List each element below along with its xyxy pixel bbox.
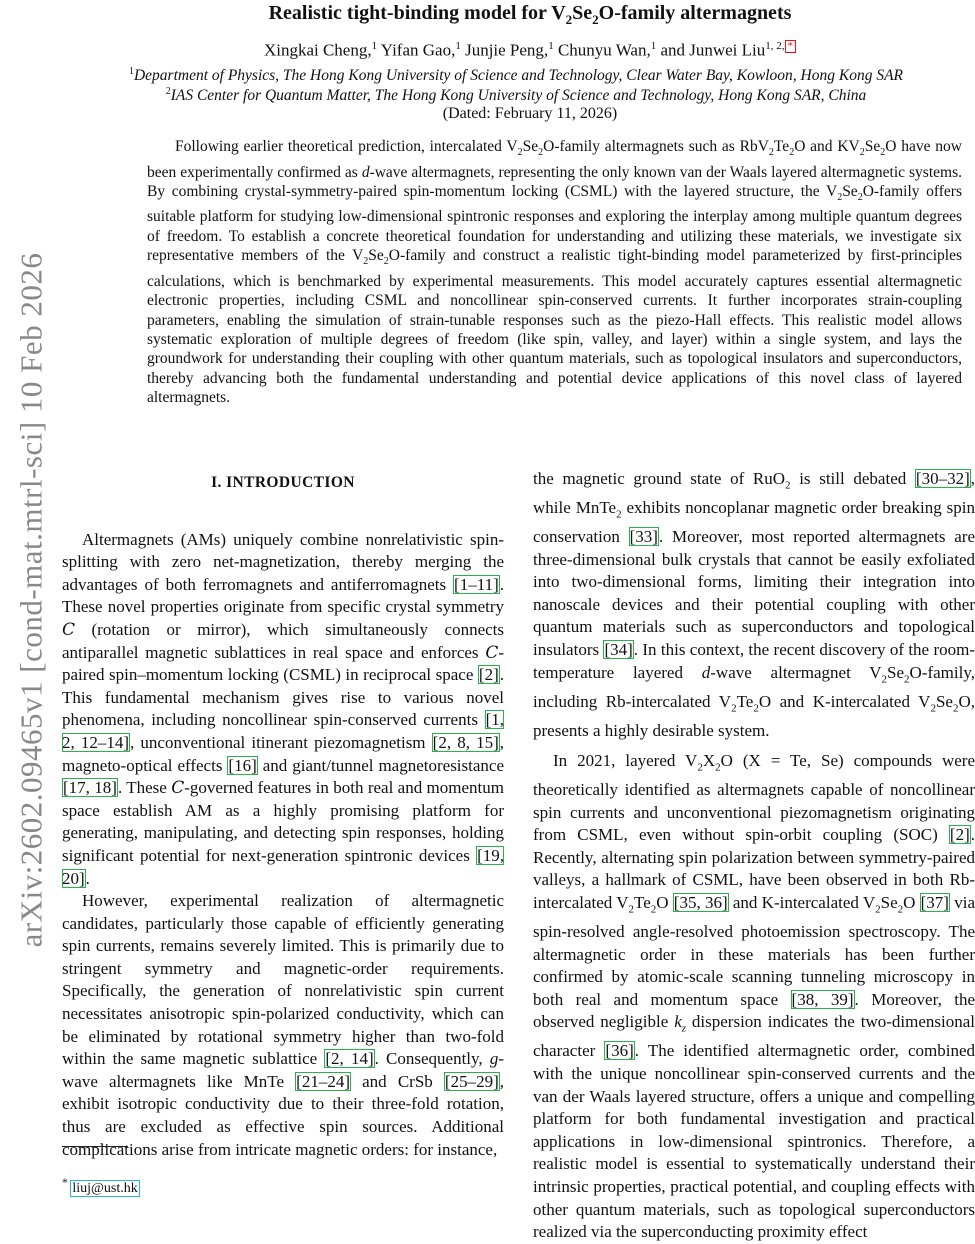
citation-link[interactable]: [34] xyxy=(604,639,633,659)
citation-link[interactable]: [16] xyxy=(228,755,257,775)
citation-link[interactable]: [30–32] xyxy=(915,469,970,488)
affiliation-2: $^2$IAS Center for Quantum Matter, The Hong Kong University of Science and Technology, Hong Kong SAR, China xyxy=(165,86,867,105)
citation-link[interactable]: [35, 36] xyxy=(673,893,728,913)
footnote: * liuj@ust.hk xyxy=(62,1176,138,1196)
citation-link[interactable]: [2, 14] xyxy=(325,1049,374,1069)
citation-link[interactable]: [25–29] xyxy=(444,1071,499,1091)
date-line: (Dated: February 11, 2026) xyxy=(442,105,618,122)
citation-link[interactable]: [17, 18] xyxy=(63,778,117,798)
paper-title: Realistic tight-binding model for $V_2Se_2O$-family altermagnets xyxy=(268,2,792,27)
footnote-divider xyxy=(62,1146,128,1147)
citation-link[interactable]: [2] xyxy=(949,825,970,845)
intro-paragraph-2: However, experimental realization of altermagnetic candidates, particularly those capable of efficiently generating spin currents, remains severely limited. This is primarily due to stringent symmetry and magnetic-order requirements. Specifically, the generation of nonrelativistic spin current necessitates anisotropic spin-polarized conductivity, which can be eliminated by rotational symmetry higher than two-fold within the same magnetic sublattice [2, 14]. Consequently, g-wave altermagnets like MnTe [21–24] and CrSb [25–29], exhibit isotropic conductivity due to their three-fold rotation, thus are excluded as effective spin sources. Additional complications arise from intricate magnetic orders: for instance, xyxy=(62,891,504,1159)
citation-link[interactable]: [1, 2, 12–14] xyxy=(62,710,504,752)
citation-link[interactable]: [33] xyxy=(629,526,658,546)
citation-link[interactable]: [1–11] xyxy=(454,574,499,594)
right-column xyxy=(533,468,975,1244)
citation-link[interactable]: [36] xyxy=(605,1041,634,1061)
email-link[interactable]: liuj@ust.hk xyxy=(72,1180,138,1196)
author-list: Xingkai Cheng,$^1$ Yifan Gao,$^1$ Junjie Peng,$^1$ Chunyu Wan,$^1$ and Junwei Liu$^{1, 2,}$ * xyxy=(120,40,940,61)
citation-link[interactable]: [2] xyxy=(478,665,499,685)
arxiv-sidebar-identifier: arXiv:2602.09465v1 [cond-mat.mtrl-sci] 10 Feb 2026 xyxy=(13,252,48,948)
intro-paragraph-1: Altermagnets (AMs) uniquely combine nonrelativistic spin-splitting with zero net-magnetization, thereby merging the advantages of both ferromagnets and antiferromagnets [1–11]. These novel properties originate from specific crystal symmetry C (rotation or mirror), which simultaneously connects antiparallel magnetic sublattices in real space and enforces C-paired spin–momentum locking (CSML) in reciprocal space [2]. This fundamental mechanism gives rise to various novel phenomena, including noncollinear spin-conserved currents [1, 2, 12–14], unconventional itinerant piezomagnetism [2, 8, 15], magneto-optical effects [16] and giant/tunnel magnetoresistance [17, 18]. These C-governed features in both real and momentum space establish AM as a highly promising platform for generating, manipulating, and detecting spin responses, holding significant potential for next-generation spintronic devices [19, 20]. xyxy=(62,529,505,888)
section-heading-introduction: I. INTRODUCTION xyxy=(211,474,355,491)
citation-link[interactable]: [2, 8, 15] xyxy=(432,732,499,752)
intro-paragraph-3: the magnetic ground state of RuO$_2$ is still debated [30–32], while MnTe$_2$ exhibits noncoplanar magnetic order breaking spin conservation [33]. Moreover, most reported altermagnets are three-dimensional bulk crystals that cannot be easily exfoliated into two-dimensional forms, limiting their integration into nanoscale devices and their potential coupling with other quantum materials such as superconductors and topological insulators [34]. In this context, the recent discovery of the room-temperature layered d-wave altermagnet $V_2Se_2O$-family, including Rb-intercalated $V_2Te_2O$ and K-intercalated $V_2Se_2O$, presents a highly desirable system. xyxy=(533,469,975,740)
citation-link[interactable]: [37] xyxy=(920,893,949,913)
corresponding-author-link[interactable]: * xyxy=(785,40,797,53)
citation-link[interactable]: [19, 20] xyxy=(62,845,504,888)
abstract: Following earlier theoretical prediction, intercalated $V_2Se_2O$-family altermagnets such as $RbV_2Te_2O$ and $KV_2Se_2O$ have now been experimentally confirmed as d-wave altermagnets, representing the only known van der Waals layered altermagnetic systems. By combining crystal-symmetry-paired spin-momentum locking (CSML) with the layered structure, the $V_2Se_2O$-family offers suitable platform for studying low-dimensional spintronic responses and exploring the interplay among multiple quantum degrees of freedom. To establish a concrete theoretical foundation for understanding and utilizing these materials, we investigate six representative members of the $V_2Se_2O$-family and construct a realistic tight-binding model parameterized by first-principles calculations, which is benchmarked by experimental measurements. This model accurately captures essential altermagnetic electronic properties, including CSML and noncollinear spin-conserved currents. It further incorporates strain-coupling parameters, enabling the simulation of strain-tunable responses such as the piezo-Hall effects. This realistic model allows systematic exploration of multiple degrees of freedom (like spin, valley, and layer) within a single system, and lays the groundwork for understanding their coupling with other quantum materials, such as topological insulators and superconductors, thereby advancing both the fundamental understanding and potential device applications of this novel class of layered altermagnets. xyxy=(147,138,962,407)
left-column xyxy=(62,470,504,1161)
citation-link[interactable]: [38, 39] xyxy=(791,989,854,1009)
affiliation-1: $^1$Department of Physics, The Hong Kong University of Science and Technology, Clear Water Bay, Kowloon, Hong Kong SAR xyxy=(128,66,904,85)
citation-link[interactable]: [21–24] xyxy=(296,1071,350,1091)
intro-paragraph-4: In 2021, layered $V_2X_2O$ (X = Te, Se) compounds were theoretically identified as altermagnets capable of noncollinear spin currents and unconventional piezomagnetism originating from CSML, even without spin-orbit coupling (SOC) [2]. Recently, alternating spin polarization between symmetry-paired valleys, a hallmark of CSML, have been observed in both Rb-intercalated $V_2Te_2O$ [35, 36] and K-intercalated $V_2Se_2O$ [37] via spin-resolved angle-resolved photoemission spectroscopy. The altermagnetic order in these materials has been further confirmed by atomic-scale scanning tunneling microscopy in both real and momentum space [38, 39]. Moreover, the observed negligible $k_z$ dispersion indicates the two-dimensional character [36]. The identified altermagnetic order, combined with the unique noncollinear spin-conserved currents and the van der Waals layered structure, offers a unique and compelling platform for both fundamental investigation and practical applications in low-dimensional spintronics. Therefore, a realistic model is essential to systematically understand their intrinsic properties, practical potential, and coupling effects with other quantum materials, such as topological superconductors realized via the superconducting proximity effect xyxy=(533,751,975,1242)
